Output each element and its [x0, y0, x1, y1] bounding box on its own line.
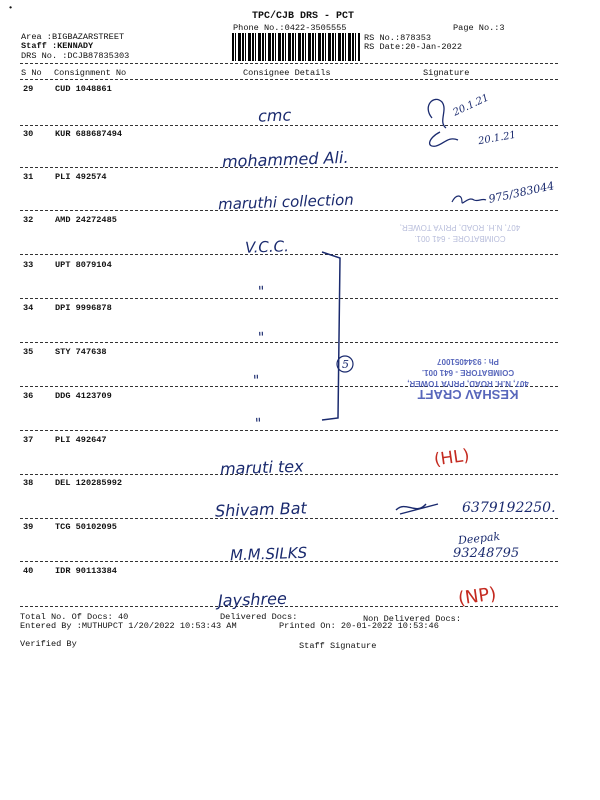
signature-phone: 93248795 [453, 546, 520, 561]
page-number: Page No.:3 [453, 23, 505, 33]
row-sno: 36 [23, 391, 34, 401]
faint-stamp-impression: COIMBATORE - 641 001. 407, N.H. ROAD, PRIYA TOWER, [399, 223, 521, 243]
row-sno: 29 [23, 84, 34, 94]
divider [20, 79, 558, 80]
row-divider [20, 518, 558, 519]
stamp-address: 407, N.H. ROAD, PRIYA TOWER, [407, 379, 529, 388]
row-divider [20, 430, 558, 431]
signature-date: 20.1.21 [451, 92, 491, 119]
remark-mark-np: (NP) [456, 583, 498, 610]
divider [20, 63, 558, 64]
ditto-mark: " [257, 329, 265, 347]
row-consignment: STY 747638 [55, 347, 107, 357]
stamp-phone: Ph : 9344051007 [437, 357, 499, 366]
row-sno: 34 [23, 303, 34, 313]
row-consignment: AMD 24272485 [55, 215, 117, 225]
row-consignment: DDG 4123709 [55, 391, 112, 401]
row-sno: 33 [23, 260, 34, 270]
bracket-line [318, 248, 358, 428]
ditto-mark: " [252, 372, 260, 390]
signature-scribble [392, 496, 442, 520]
verified-by: Verified By [20, 639, 77, 649]
row-sno: 38 [23, 478, 34, 488]
phone-number: Phone No.:0422-3505555 [233, 23, 347, 33]
row-sno: 31 [23, 172, 34, 182]
handwritten-consignee: Shivam Bat [214, 498, 308, 521]
company-stamp [368, 328, 568, 400]
bracket-count: 5 [342, 358, 349, 371]
row-consignment: UPT 8079104 [55, 260, 112, 270]
handwritten-consignee: mohammed Ali. [221, 147, 349, 172]
row-sno: 30 [23, 129, 34, 139]
staff-label: Staff :KENNADY [21, 41, 94, 51]
entered-by: Entered By :MUTHUPCT 1/20/2022 10:53:43 AM [20, 621, 237, 631]
row-sno: 32 [23, 215, 34, 225]
rs-number: RS No.:878353 [364, 33, 432, 43]
handwritten-consignee: cmc [257, 105, 292, 126]
bullet-mark: • [8, 3, 14, 13]
handwritten-consignee: maruthi collection [217, 190, 355, 214]
handwritten-consignee: V.C.C. [244, 237, 290, 257]
row-consignment: DPI 9996878 [55, 303, 112, 313]
row-consignment: PLI 492647 [55, 435, 107, 445]
stamp-company-name: KESHAV CRAFT [417, 387, 519, 402]
delivered-docs: Delivered Docs: [220, 612, 298, 622]
row-sno: 37 [23, 435, 34, 445]
row-divider [20, 298, 558, 299]
row-consignment: KUR 688687494 [55, 129, 123, 139]
area-label: Area :BIGBAZARSTREET [21, 32, 125, 42]
report-title: TPC/CJB DRS - PCT [252, 11, 355, 22]
handwritten-consignee: Jayshree [217, 588, 288, 611]
col-signature: Signature [423, 68, 470, 78]
row-consignment: IDR 90113384 [55, 566, 117, 576]
ditto-mark: " [257, 283, 265, 301]
stamp-city: COIMBATORE - 641 001. [421, 368, 515, 377]
row-sno: 39 [23, 522, 34, 532]
barcode [232, 33, 360, 61]
row-sno: 40 [23, 566, 34, 576]
handwritten-consignee: M.M.SILKS [229, 543, 308, 565]
total-docs: Total No. Of Docs: 40 [20, 612, 129, 622]
row-consignment: PLI 492574 [55, 172, 107, 182]
row-consignment: DEL 120285992 [55, 478, 123, 488]
remark-mark-hl: (HL) [432, 445, 471, 471]
row-sno: 35 [23, 347, 34, 357]
signature-name: Deepak [457, 529, 501, 548]
non-delivered-docs: Non Delivered Docs: [363, 614, 461, 624]
row-consignment: TCG 50102095 [55, 522, 117, 532]
ditto-mark: " [254, 415, 262, 433]
signature-scribble [448, 190, 488, 210]
signature-phone: 975/383044 [487, 179, 556, 206]
col-sno: S No [21, 68, 42, 78]
rs-date: RS Date:20-Jan-2022 [364, 42, 462, 52]
printed-on: Printed On: 20-01-2022 10:53:46 [279, 621, 439, 631]
signature-date: 20.1.21 [477, 129, 517, 148]
row-consignment: CUD 1048861 [55, 84, 112, 94]
signature-scribble [418, 88, 478, 158]
staff-signature-label: Staff Signature [299, 641, 377, 651]
signature-phone: 6379192250. [462, 500, 556, 516]
drs-number: DRS No. :DCJB87835303 [21, 51, 130, 61]
col-consignment: Consignment No [54, 68, 127, 78]
col-consignee: Consignee Details [243, 68, 331, 78]
handwritten-consignee: maruti tex [219, 456, 304, 479]
